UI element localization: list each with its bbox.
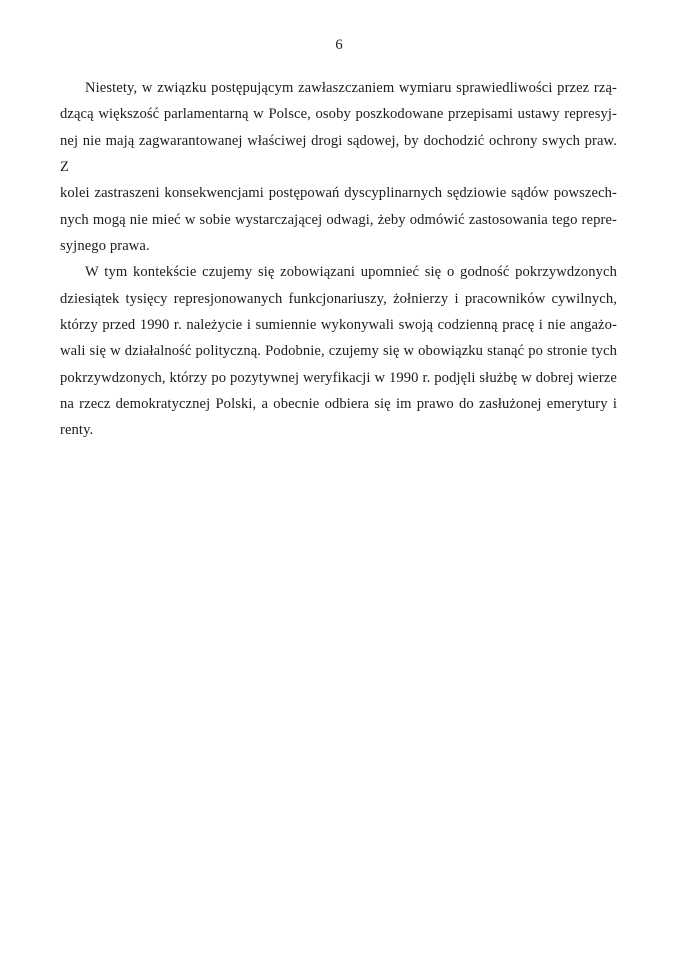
text-line: renty. [60, 422, 94, 439]
text-line: wali się w działalność polityczną. Podobnie, czujemy się w obowiązku stanąć po stronie tych [60, 343, 617, 360]
text-line: syjnego prawa. [60, 238, 150, 255]
paragraph [60, 75, 617, 259]
text-line: W tym kontekście czujemy się zobowiązani upomnieć się o godność pokrzywdzonych [85, 264, 617, 281]
text-line: którzy przed 1990 r. należycie i sumiennie wykonywali swoją codzienną pracę i nie angażo- [60, 317, 617, 334]
text-line: Niestety, w związku postępującym zawłaszczaniem wymiaru sprawiedliwości przez rzą- [85, 80, 617, 96]
text-block [60, 75, 617, 444]
page-number: 6 [335, 37, 343, 53]
text-line: nych mogą nie mieć w sobie wystarczającej odwagi, żeby odmówić zastosowania tego repre- [60, 211, 617, 228]
text-line: na rzecz demokratycznej Polski, a obecnie odbiera się im prawo do zasłużonej emerytury i [60, 396, 617, 413]
text-line: dzącą większość parlamentarną w Polsce, osoby poszkodowane przepisami ustawy represyj- [60, 106, 617, 123]
text-line: pokrzywdzonych, którzy po pozytywnej weryfikacji w 1990 r. podjęli służbę w dobrej wierze [60, 369, 617, 386]
text-line: kolei zastraszeni konsekwencjami postępowań dyscyplinarnych sędziowie sądów powszech- [60, 185, 617, 202]
paragraph [60, 259, 617, 443]
text-line: nej nie mają zagwarantowanej właściwej drogi sądowej, by dochodzić ochrony swych praw. Z [60, 132, 617, 176]
text-line: dziesiątek tysięcy represjonowanych funkcjonariuszy, żołnierzy i pracowników cywilnych, [60, 290, 617, 307]
